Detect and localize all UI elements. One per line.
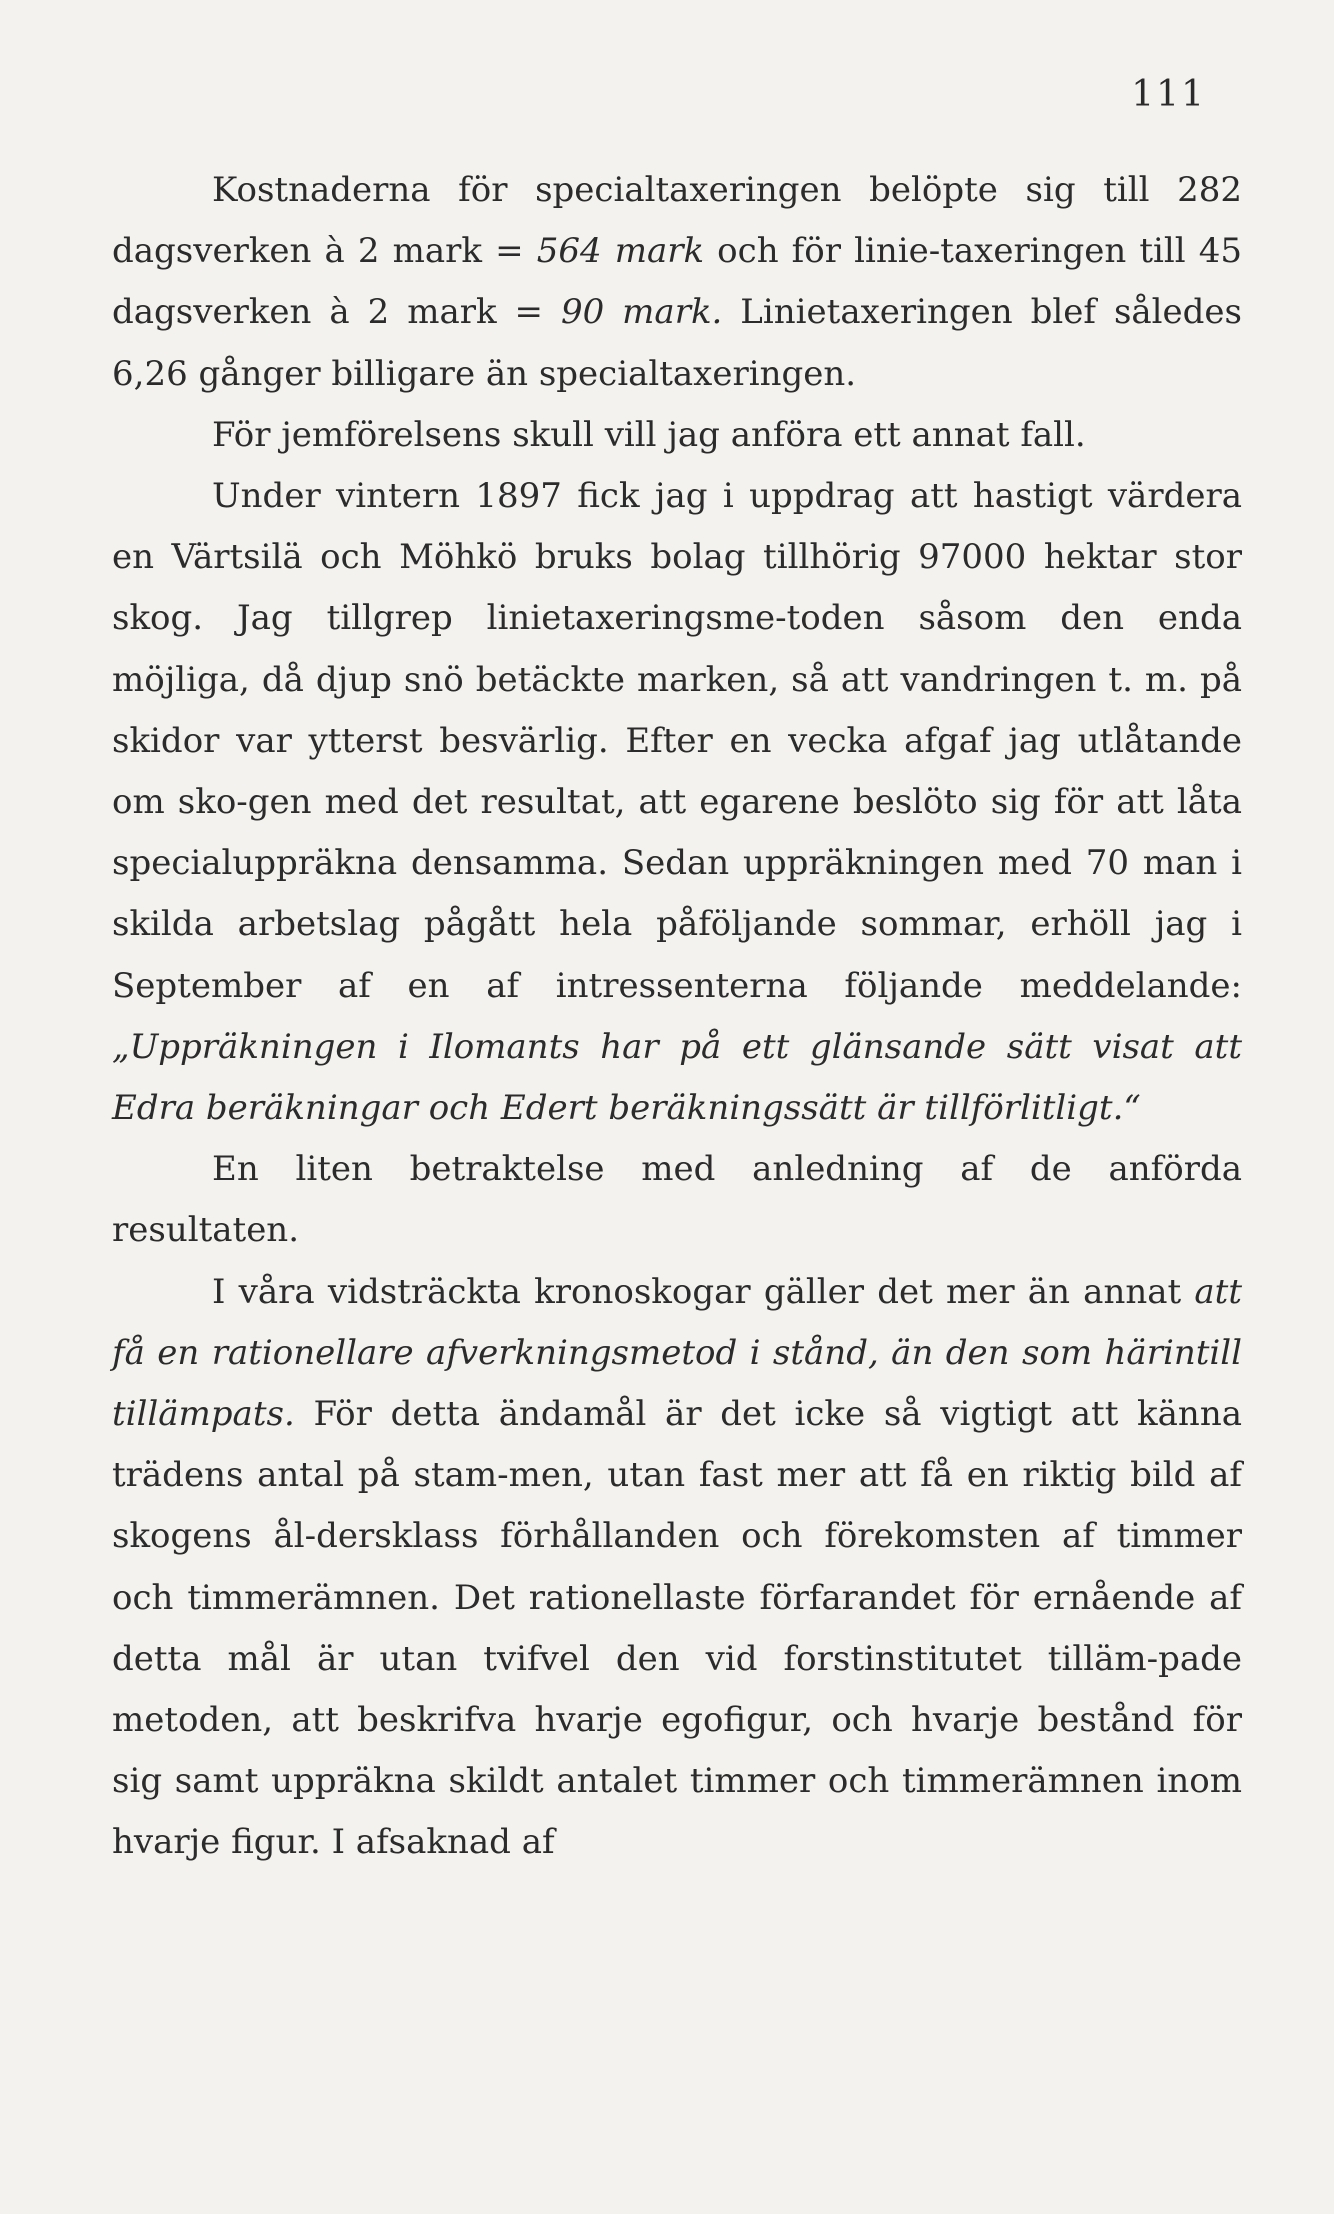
page-number: 111: [1131, 74, 1206, 115]
italic-segment: 564 mark: [536, 231, 705, 272]
text-segment: Linietaxeringen blef således 6,26 gånger billigare än specialtaxeringen.: [112, 292, 1242, 394]
text-segment: och för linie-taxeringen till 45 dagsverken à 2 mark =: [112, 231, 1243, 333]
text-segment: För detta ändamål är det icke så vigtigt att känna trädens antal på stam-men, utan fast mer att få en riktig bild af skogens ål-dersklass förhållanden och förekomsten af timmer och timmerämnen. Det rationellaste förfarandet för ernående af detta mål är utan tvifvel den vid forstinstitutet tilläm-pade metoden, att beskrifva hvarje egofigur, och hvarje bestånd för sig samt uppräkna skildt antalet timmer och timmerämnen inom hvarje figur. I afsaknad af: [112, 1394, 1242, 1863]
paragraph-5: [112, 1262, 1242, 1874]
text-segment: I våra vidsträckta kronoskogar gäller det mer än annat: [212, 1271, 1195, 1312]
italic-quote: „Uppräkningen i Ilomants har på ett glänsande sätt visat att Edra beräkningar och Edert beräkningssätt är tillförlitligt.“: [112, 1026, 1242, 1129]
paragraph-2: [112, 405, 1242, 466]
text-segment: Kostnaderna för specialtaxeringen belöpte sig till 282 dagsverken à 2 mark =: [112, 170, 1242, 272]
text-segment: En liten betraktelse med anledning af de anförda resultaten.: [112, 1149, 1242, 1251]
body-text: [112, 160, 1242, 1874]
text-segment: För jemförelsens skull vill jag anföra ett annat fall.: [212, 414, 1086, 455]
paragraph-4: [112, 1139, 1242, 1261]
italic-segment: att få en rationellare afverkningsmetod i stånd, än den som härintill tillämpats.: [112, 1271, 1242, 1435]
paragraph-1: [112, 160, 1242, 405]
italic-segment: 90 mark.: [560, 292, 723, 333]
text-segment: Under vintern 1897 fick jag i uppdrag att hastigt värdera en Värtsilä och Möhkö bruks bolag tillhörig 97000 hektar stor skog. Jag tillgrep linietaxeringsme-toden såsom den enda möjliga, då djup snö betäckte marken, så att vandringen t. m. på skidor var ytterst besvärlig. Efter en vecka afgaf jag utlåtande om sko-gen med det resultat, att egarene beslöto sig för att låta specialuppräkna densamma. Sedan uppräkningen med 70 man i skilda arbetslag pågått hela påföljande sommar, erhöll jag i September af en af intressenterna följande meddelande:: [112, 476, 1242, 1006]
paragraph-3: [112, 466, 1242, 1139]
